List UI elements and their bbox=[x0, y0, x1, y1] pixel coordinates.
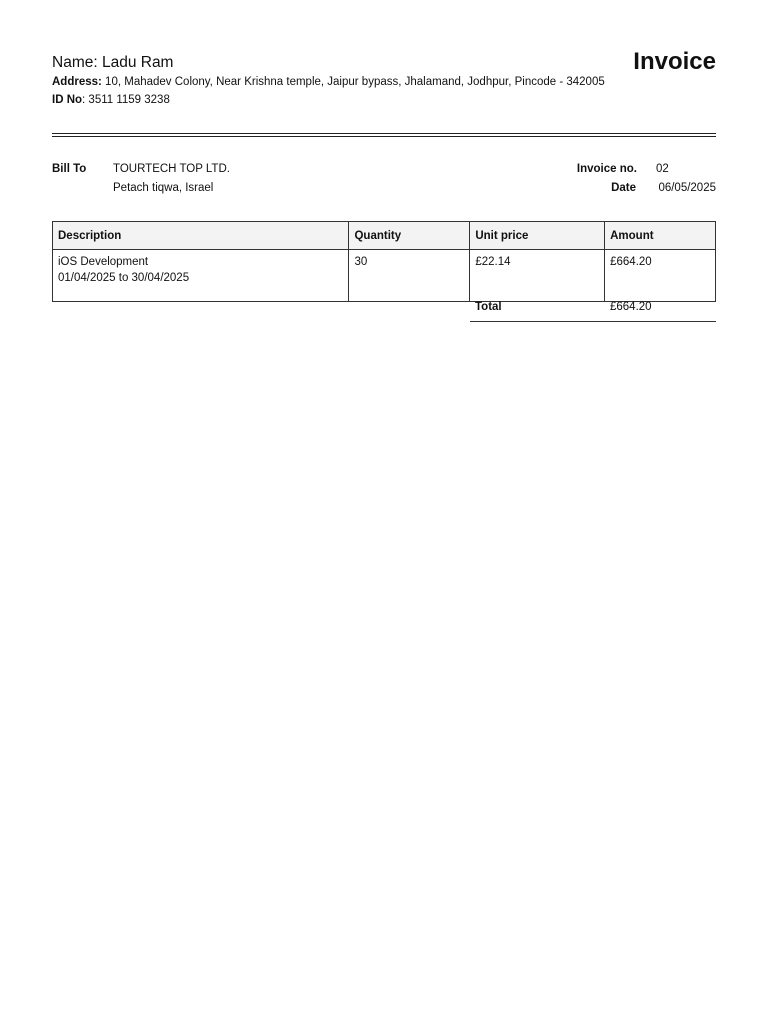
item-description: iOS Development bbox=[58, 256, 149, 268]
cell-description bbox=[53, 250, 349, 302]
invoice-no-label: Invoice no. bbox=[576, 163, 637, 175]
id-value: : 3511 1159 3238 bbox=[82, 94, 170, 106]
line-items-table bbox=[52, 221, 716, 302]
total-label: Total bbox=[475, 301, 502, 313]
bill-to-location: Petach tiqwa, Israel bbox=[113, 182, 214, 194]
col-header-description: Description bbox=[53, 222, 349, 250]
issuer-id bbox=[52, 94, 170, 106]
header-divider-top bbox=[52, 133, 716, 134]
col-header-amount: Amount bbox=[605, 222, 716, 250]
bill-to-company: TOURTECH TOP LTD. bbox=[113, 163, 230, 175]
date-value: 06/05/2025 bbox=[658, 182, 716, 194]
invoice-no-value: 02 bbox=[656, 163, 669, 175]
col-header-unit-price: Unit price bbox=[470, 222, 605, 250]
issuer-address bbox=[52, 76, 605, 88]
total-value: £664.20 bbox=[610, 301, 652, 313]
date-label: Date bbox=[611, 182, 636, 194]
col-header-quantity: Quantity bbox=[349, 222, 470, 250]
cell-amount: £664.20 bbox=[605, 250, 716, 302]
cell-unit-price: £22.14 bbox=[470, 250, 605, 302]
invoice-page bbox=[52, 0, 716, 1024]
bill-to-label: Bill To bbox=[52, 163, 87, 175]
cell-quantity: 30 bbox=[349, 250, 470, 302]
address-label: Address: bbox=[52, 76, 102, 88]
total-row bbox=[470, 294, 716, 322]
issuer-name: Name: Ladu Ram bbox=[52, 54, 174, 71]
document-title: Invoice bbox=[633, 48, 716, 75]
id-label: ID No bbox=[52, 94, 83, 106]
header-divider-bottom bbox=[52, 136, 716, 137]
address-value: 10, Mahadev Colony, Near Krishna temple, Jaipur bypass, Jhalamand, Jodhpur, Pincode - 342005 bbox=[101, 76, 605, 88]
table-header-row bbox=[53, 222, 716, 250]
item-period: 01/04/2025 to 30/04/2025 bbox=[58, 272, 190, 284]
